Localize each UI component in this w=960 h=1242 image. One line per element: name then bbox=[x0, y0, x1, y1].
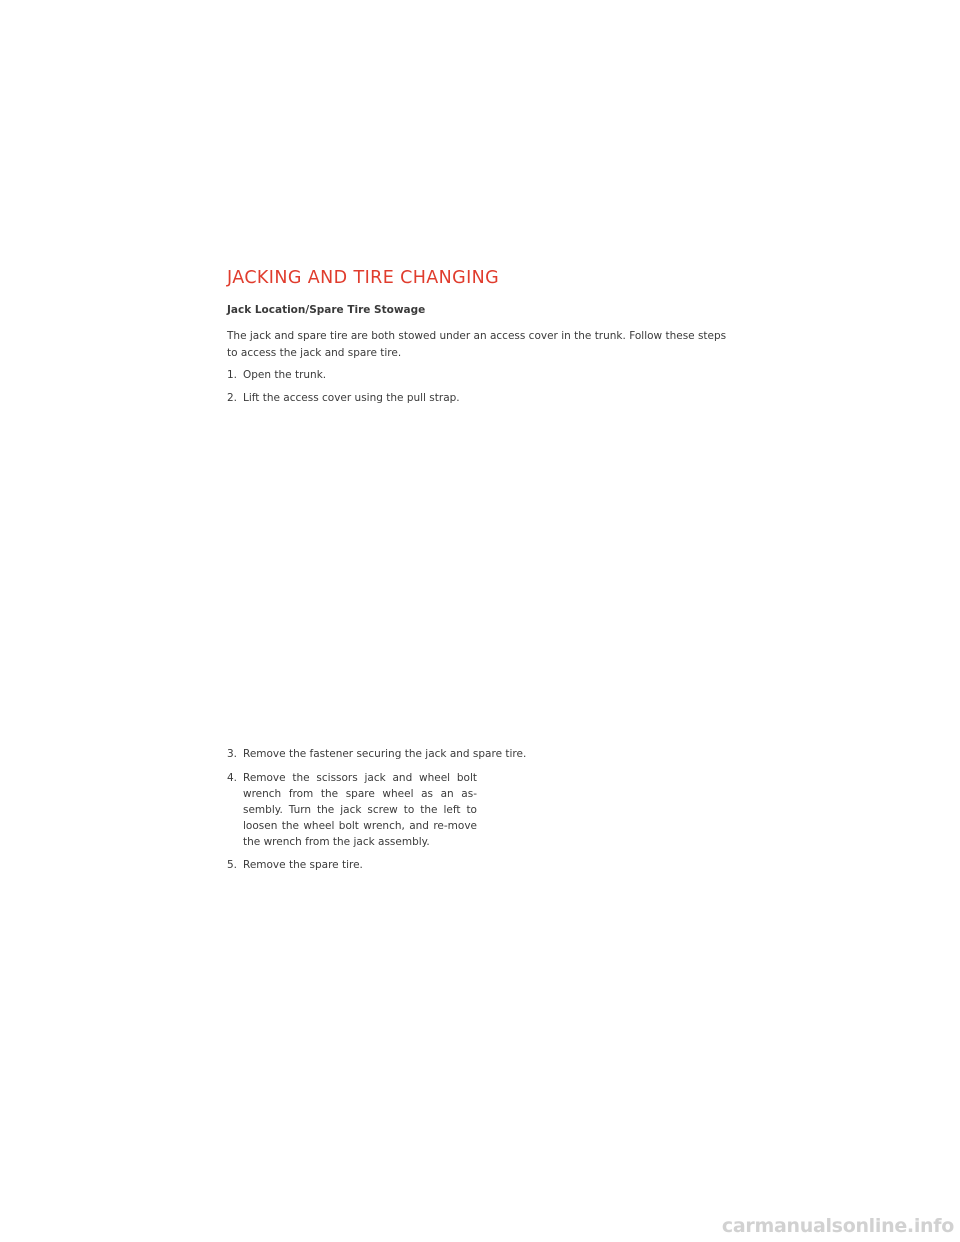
step-text: Remove the spare tire. bbox=[243, 859, 363, 871]
step-text: Remove the scissors jack and wheel bolt wrench from the spare wheel as an as-sembly. Turn the jack screw to the left to loosen the wheel bolt wrench, and re-move the wrench from the jack assembly. bbox=[243, 772, 477, 848]
intro-paragraph: The jack and spare tire are both stowed under an access cover in the trunk. Follow these steps to access the jack and spare tire. bbox=[227, 330, 727, 359]
step-text: Lift the access cover using the pull strap. bbox=[243, 392, 460, 404]
step-5 bbox=[227, 857, 363, 873]
step-2 bbox=[227, 390, 460, 406]
watermark-logo: carmanualsonline.info bbox=[721, 1215, 954, 1237]
step-number: 2. bbox=[227, 392, 238, 404]
step-3 bbox=[227, 746, 526, 762]
section-heading: JACKING AND TIRE CHANGING bbox=[227, 268, 500, 288]
illustration-area bbox=[227, 415, 727, 725]
step-text: Open the trunk. bbox=[243, 369, 327, 381]
section-subheading: Jack Location/Spare Tire Stowage bbox=[227, 304, 426, 316]
step-number: 1. bbox=[227, 369, 238, 381]
step-number: 5. bbox=[227, 859, 238, 871]
step-1 bbox=[227, 367, 326, 383]
step-text: Remove the fastener securing the jack and spare tire. bbox=[243, 748, 527, 760]
step-number: 4. bbox=[227, 772, 238, 784]
step-number: 3. bbox=[227, 748, 238, 760]
step-4 bbox=[227, 770, 477, 850]
